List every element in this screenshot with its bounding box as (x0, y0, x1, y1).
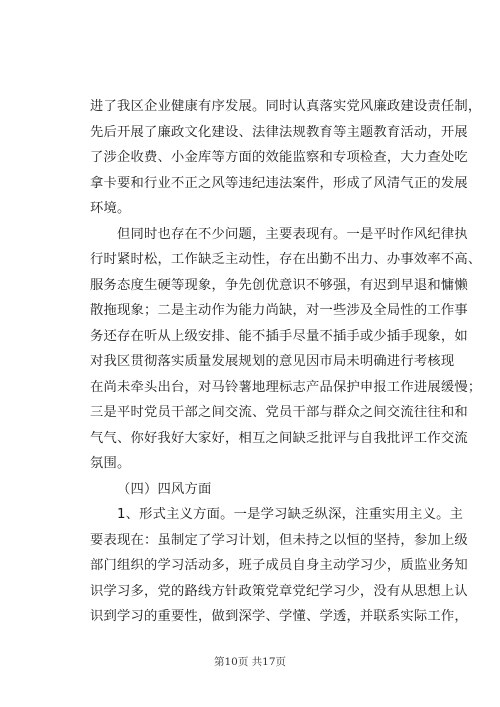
text-line: 先后开展了廉政文化建设、法律法规教育等主题教育活动，开展 (90, 124, 468, 140)
text-line: 环境。 (90, 201, 131, 216)
text-line: 1、形式主义方面。一是学习缺乏纵深，注重实用主义。主 (117, 507, 464, 522)
paragraph (90, 222, 482, 477)
text-line: 要表现在：虽制定了学习计划，但未持之以恒的坚持，参加上级 (90, 532, 468, 548)
text-line: 对我区贯彻落实质量发展规划的意见因市局未明确进行考核现 (90, 354, 455, 369)
text-line: 拿卡要和行业不正之风等违纪违法案件，形成了风清气正的发展 (90, 175, 468, 191)
text-line: （四）四风方面 (117, 481, 212, 497)
text-line: 但同时也存在不少问题，主要表现有。一是平时作风纪律执 (117, 226, 468, 242)
text-line: 部门组织的学习活动多，班子成员自身主动学习少，质监业务知 (90, 558, 468, 573)
text-line: 行时紧时松，工作缺乏主动性，存在出勤不出力、办事效率不高、 (90, 252, 482, 267)
text-line: 气气、你好我好大家好，相互之间缺乏批评与自我批评工作交流 (90, 430, 468, 446)
text-line: 氛围。 (90, 456, 131, 471)
page-footer: 第10页 共17页 (213, 656, 287, 668)
text-line: 识学习多，党的路线方针政策党章党纪学习少，没有从思想上认 (90, 583, 468, 599)
text-line: 识到学习的重要性，做到深学、学懂、学透，并联系实际工作， (90, 609, 468, 624)
paragraph (90, 477, 435, 503)
text-line: 三是平时党员干部之间交流、党员干部与群众之间交流往往和和 (90, 405, 468, 420)
text-line: 散拖现象；二是主动作为能力尚缺，对一些涉及全局性的工作事 (90, 303, 468, 318)
paragraph (90, 502, 468, 630)
text-line: 务还存在听从上级安排、能不插手尽量不插手或少插手现象，如 (90, 328, 468, 344)
text-line: 服务态度生硬等现象，争先创优意识不够强，有迟到早退和慵懒 (90, 277, 468, 293)
paragraph (90, 94, 482, 222)
text-line: 在尚未牵头出台，对马铃薯地理标志产品保护申报工作进展缓慢； (90, 379, 482, 395)
text-line: 进了我区企业健康有序发展。同时认真落实党风廉政建设责任制， (90, 99, 482, 114)
text-line: 了涉企收费、小金库等方面的效能监察和专项检查，大力查处吃 (90, 150, 468, 165)
document-body (90, 94, 482, 630)
